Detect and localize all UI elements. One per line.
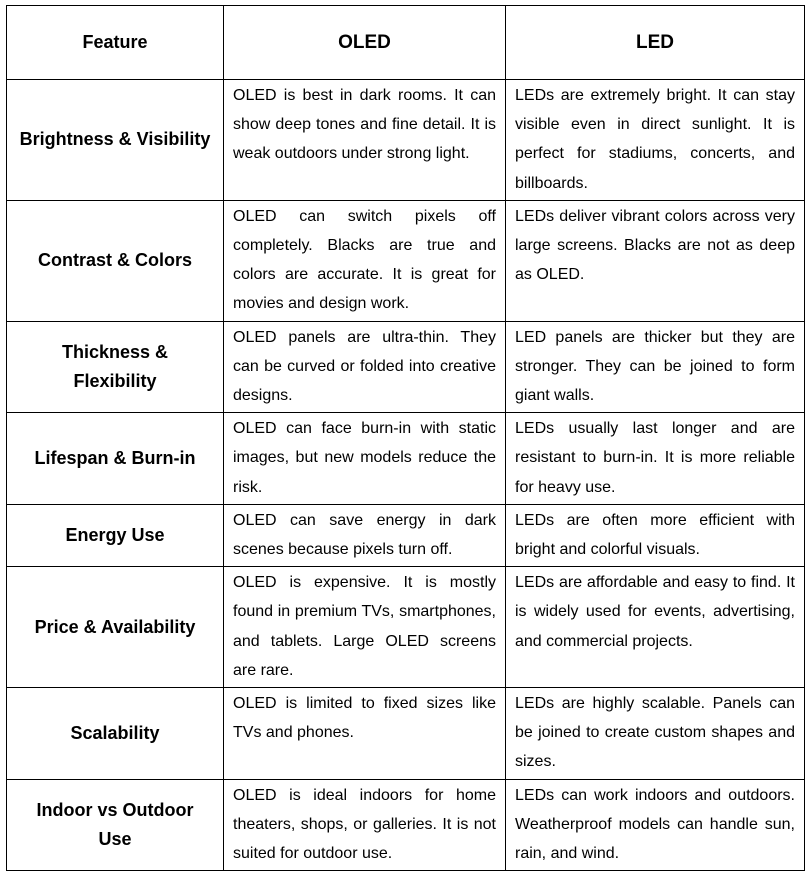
feature-cell: Scalability	[7, 688, 224, 780]
table-row	[7, 688, 805, 780]
oled-cell: OLED is limited to fixed sizes like TVs and phones.	[224, 688, 506, 780]
header-feature: Feature	[7, 6, 224, 80]
oled-cell: OLED can face burn-in with static images, but new models reduce the risk.	[224, 413, 506, 505]
feature-cell: Thickness & Flexibility	[7, 321, 224, 413]
oled-cell: OLED is best in dark rooms. It can show deep tones and fine detail. It is weak outdoors under strong light.	[224, 80, 506, 201]
comparison-table	[6, 5, 805, 871]
oled-cell: OLED panels are ultra-thin. They can be curved or folded into creative designs.	[224, 321, 506, 413]
feature-cell: Price & Availability	[7, 567, 224, 688]
table-row	[7, 80, 805, 201]
oled-cell: OLED is ideal indoors for home theaters, shops, or galleries. It is not suited for outdoor use.	[224, 779, 506, 871]
feature-cell: Brightness & Visibility	[7, 80, 224, 201]
led-cell: LEDs usually last longer and are resistant to burn-in. It is more reliable for heavy use.	[506, 413, 805, 505]
feature-cell: Energy Use	[7, 504, 224, 566]
oled-cell: OLED can switch pixels off completely. Blacks are true and colors are accurate. It is great for movies and design work.	[224, 200, 506, 321]
header-led: LED	[506, 6, 805, 80]
table-row	[7, 321, 805, 413]
table-row	[7, 413, 805, 505]
feature-cell: Contrast & Colors	[7, 200, 224, 321]
led-cell: LEDs are highly scalable. Panels can be joined to create custom shapes and sizes.	[506, 688, 805, 780]
led-cell: LEDs are often more efficient with bright and colorful visuals.	[506, 504, 805, 566]
table-row	[7, 779, 805, 871]
table-row	[7, 504, 805, 566]
header-oled: OLED	[224, 6, 506, 80]
led-cell: LEDs are extremely bright. It can stay visible even in direct sunlight. It is perfect for stadiums, concerts, and billboards.	[506, 80, 805, 201]
table-header	[7, 6, 805, 80]
table-row	[7, 200, 805, 321]
oled-cell: OLED is expensive. It is mostly found in premium TVs, smartphones, and tablets. Large OLED screens are rare.	[224, 567, 506, 688]
table-row	[7, 567, 805, 688]
led-cell: LEDs deliver vibrant colors across very large screens. Blacks are not as deep as OLED.	[506, 200, 805, 321]
table-body	[7, 80, 805, 871]
feature-cell: Indoor vs Outdoor Use	[7, 779, 224, 871]
led-cell: LEDs are affordable and easy to find. It is widely used for events, advertising, and commercial projects.	[506, 567, 805, 688]
feature-cell: Lifespan & Burn-in	[7, 413, 224, 505]
oled-cell: OLED can save energy in dark scenes because pixels turn off.	[224, 504, 506, 566]
header-row	[7, 6, 805, 80]
led-cell: LED panels are thicker but they are stronger. They can be joined to form giant walls.	[506, 321, 805, 413]
led-cell: LEDs can work indoors and outdoors. Weatherproof models can handle sun, rain, and wind.	[506, 779, 805, 871]
